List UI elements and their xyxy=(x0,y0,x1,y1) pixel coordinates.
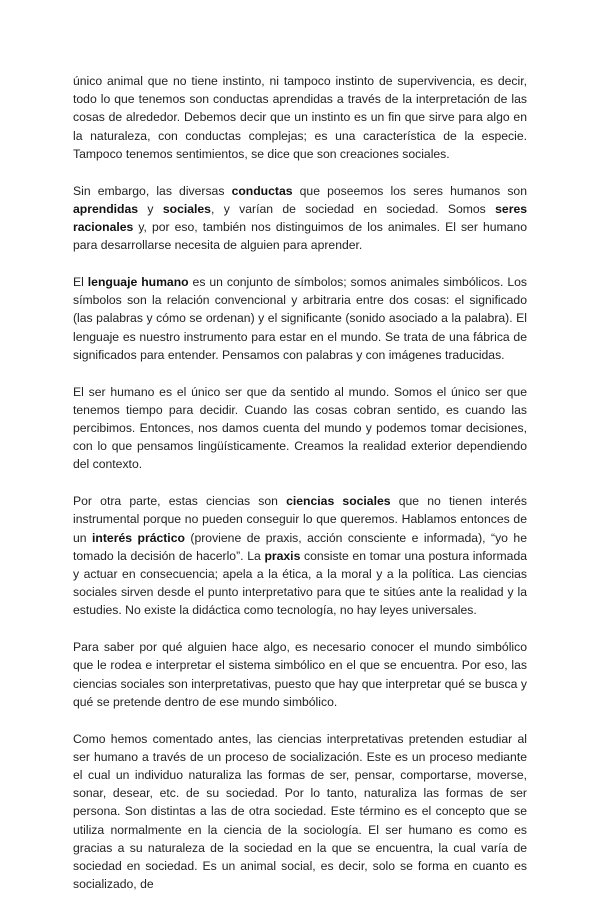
bold-term: conductas xyxy=(231,183,293,198)
text-segment: Por otra parte, estas ciencias son xyxy=(73,494,287,509)
paragraph xyxy=(73,273,527,364)
text-segment: El ser humano es el único ser que da sentido al mundo. Somos el único ser que tenemos tiempo para decidir. Cuando las cosas cobran sentido, es cuando las percibimos. Entonces, nos damos cuenta del mundo y podemos tomar decisiones, con lo que pensamos lingüísticamente. Creamos la realidad exterior dependiendo del contexto. xyxy=(73,384,527,472)
text-segment: que poseemos los seres humanos son xyxy=(292,183,527,198)
text-segment: y, por eso, también nos distinguimos de los animales. El ser humano para desarrollarse necesita de alguien para aprender. xyxy=(73,220,527,253)
text-segment: que no tienen interés instrumental porque no pueden conseguir lo que queremos. Hablamos entonces de un xyxy=(73,494,527,545)
text-segment: (proviene de praxis, acción consciente e informada), “yo he tomado la decisión de hacerlo”. La xyxy=(73,530,527,563)
document-page xyxy=(73,72,527,912)
text-segment: Sin embargo, las diversas xyxy=(73,183,232,198)
bold-term: aprendidas xyxy=(73,201,139,216)
bold-term: sociales xyxy=(162,201,211,216)
bold-term: lenguaje humano xyxy=(87,275,189,290)
text-segment: consiste en tomar una postura informada y actuar en consecuencia; apela a la ética, a la moral y a la política. Las ciencias sociales sirven desde el punto interpretativo para que te sitúes ante la realidad y la estudies. No existe la didáctica como tecnología, no hay leyes universales. xyxy=(73,548,528,618)
paragraph xyxy=(73,730,527,894)
paragraph xyxy=(73,492,527,619)
paragraph xyxy=(73,383,527,474)
paragraph xyxy=(73,638,527,711)
bold-term: interés práctico xyxy=(92,530,185,545)
text-segment: Para saber por qué alguien hace algo, es necesario conocer el mundo simbólico que le rodea e interpretar el sistema simbólico en el que se encuentra. Por eso, las ciencias sociales son interpretativas, puesto que hay que interpretar qué se busca y qué se pretende dentro de ese mundo simbólico. xyxy=(73,640,527,709)
bold-term: praxis xyxy=(264,548,301,563)
text-segment: y xyxy=(138,201,163,216)
text-segment: Como hemos comentado antes, las ciencias interpretativas pretenden estudiar al ser humano a través de un proceso de socialización. Este es un proceso mediante el cual un individuo naturaliza las formas de ser, pensar, comportarse, moverse, sonar, desear, etc. de su sociedad. Por lo tanto, naturaliza las formas de ser persona. Son distintas a las de otra sociedad. Este término es el concepto que se utiliza normalmente en la ciencia de la sociología. El ser humano es como es gracias a su naturaleza de la sociedad en la que se encuentra, la cual varía de sociedad en sociedad. Es un animal social, es decir, solo se forma en cuanto es socializado, de xyxy=(73,731,527,892)
text-segment: único animal que no tiene instinto, ni tampoco instinto de supervivencia, es decir, todo lo que tenemos son conductas aprendidas a través de la interpretación de las cosas de alrededor. Debemos decir que un instinto es un fin que sirve para algo en la naturaleza, con conductas complejas; es una característica de la especie. Tampoco tenemos sentimientos, se dice que son creaciones sociales. xyxy=(73,74,527,161)
bold-term: seres racionales xyxy=(73,201,527,235)
text-segment: , y varían de sociedad en sociedad. Somos xyxy=(210,201,496,216)
paragraph xyxy=(73,182,527,255)
text-segment: El xyxy=(73,275,88,290)
paragraph xyxy=(73,72,527,163)
bold-term: ciencias sociales xyxy=(286,494,391,509)
text-segment: es un conjunto de símbolos; somos animales simbólicos. Los símbolos son la relación convencional y arbitraria entre dos cosas: el significado (las palabras y cómo se ordenan) y el significante (sonido asociado a la palabra). El lenguaje es nuestro instrumento para estar en el mundo. Se trata de una fábrica de significados para entender. Pensamos con palabras y con imágenes traducidas. xyxy=(73,275,527,362)
